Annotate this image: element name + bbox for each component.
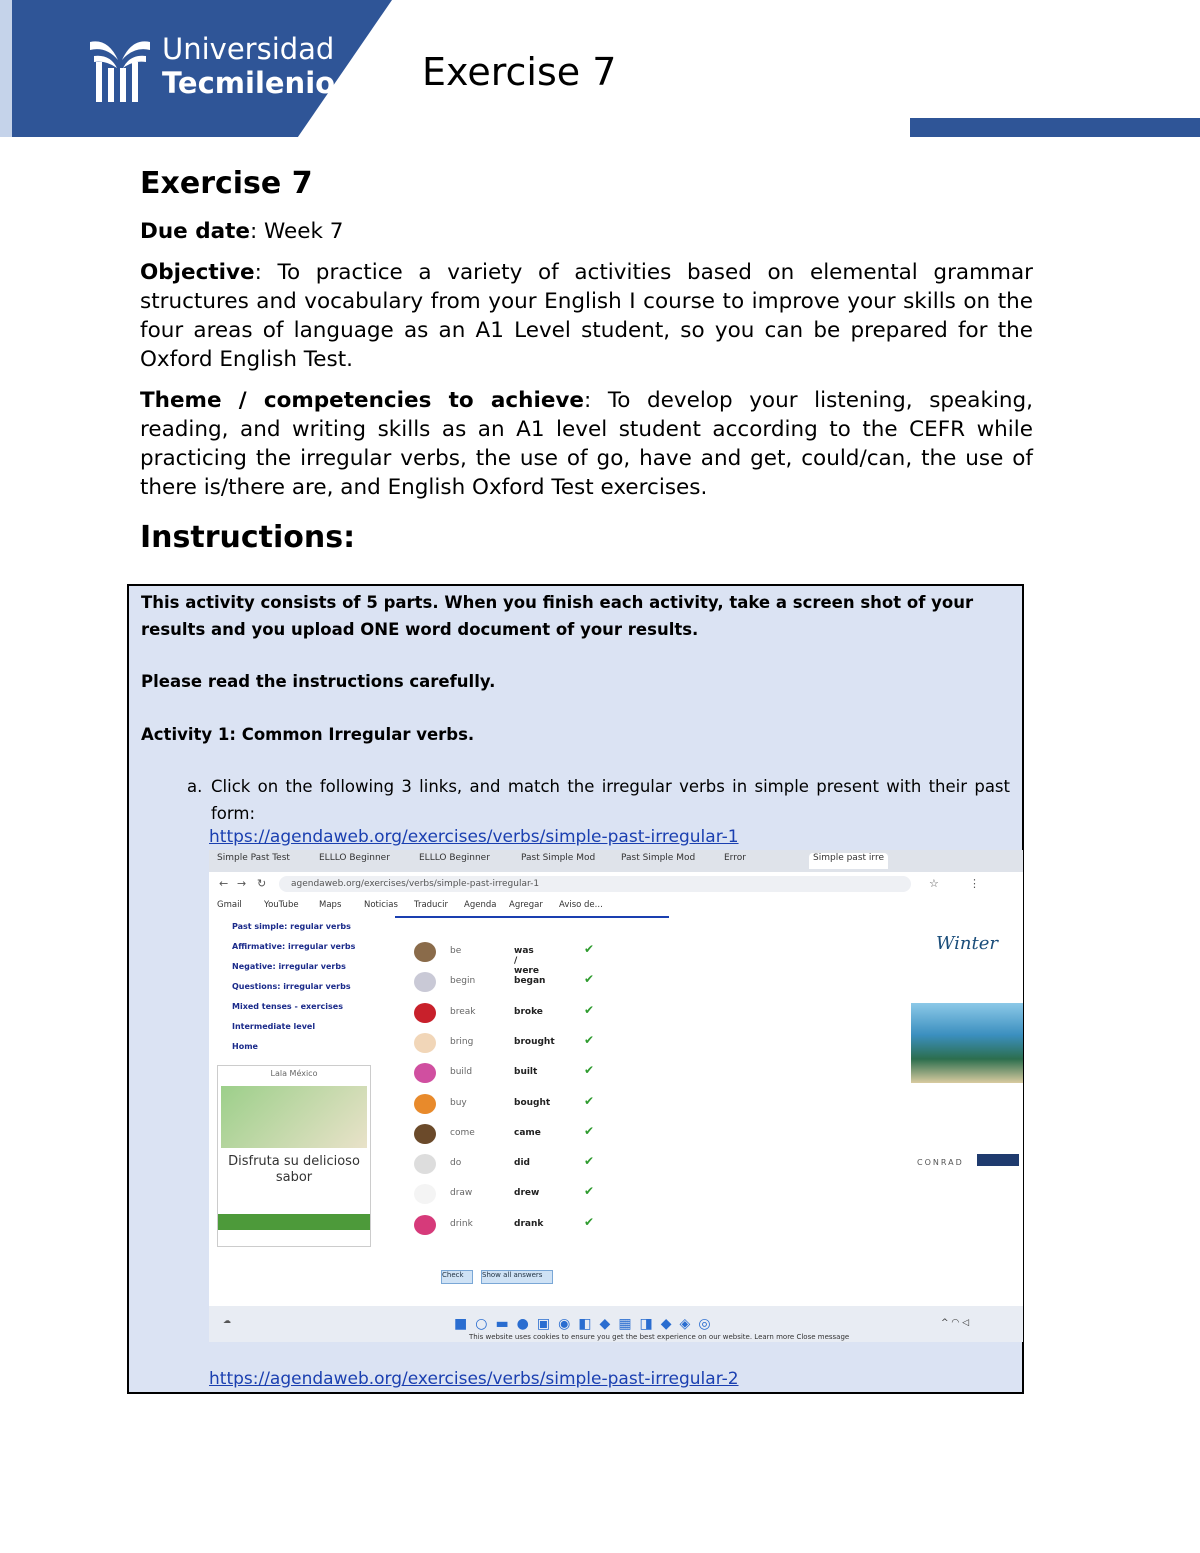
back-icon[interactable]: ← [219, 877, 229, 890]
item-a-text: Click on the following 3 links, and match the irregular verbs in simple present with their past form: [211, 777, 1010, 823]
bookmark[interactable]: Aviso de... [559, 900, 603, 910]
university-logo [88, 30, 348, 110]
sidebar-item[interactable]: Intermediate level [232, 1022, 316, 1031]
check-mark-icon: ✔ [584, 1063, 595, 1078]
verb-picture-icon [414, 1124, 436, 1144]
ad-button[interactable] [218, 1214, 370, 1230]
ad-image [221, 1086, 367, 1148]
browser-tab[interactable]: Past Simple Mod [521, 853, 596, 863]
check-mark-icon: ✔ [584, 942, 595, 956]
objective [140, 258, 1033, 374]
bookmark[interactable]: YouTube [264, 900, 299, 910]
menu-icon[interactable]: ⋮ [969, 877, 980, 890]
browser-tab-active[interactable]: Simple past irre [809, 853, 888, 869]
sidebar-item[interactable]: Home [232, 1042, 258, 1051]
verb-past[interactable]: drew [514, 1188, 540, 1199]
verb-present: be [450, 946, 462, 956]
reload-icon[interactable]: ↻ [257, 877, 267, 890]
check-label: Check [442, 1271, 464, 1279]
ad-text: Disfruta su delicioso sabor [228, 1154, 360, 1185]
header-accent-bar [910, 118, 1200, 137]
verb-past[interactable]: broke [514, 1006, 543, 1017]
verb-picture-icon [414, 1094, 436, 1114]
theme-text: : To develop your listening, speaking, reading, and writing skills as an A1 level student according to the CEFR while practicing the irregular verbs, the use of go, have and get, could/can, the use of there is/there are, and English Oxford Test exercises. [140, 388, 1033, 500]
activity-screenshot [209, 850, 1023, 1342]
check-mark-icon: ✔ [584, 1154, 595, 1169]
logo-line2: Tecmilenio [162, 66, 336, 100]
verb-picture-icon [414, 1184, 436, 1204]
browser-tab[interactable]: Error [724, 853, 746, 863]
verb-picture-icon [414, 1154, 436, 1174]
verb-past[interactable]: bought [514, 1097, 551, 1108]
logo-line1: Universidad [162, 32, 335, 66]
check-mark-icon: ✔ [584, 972, 595, 987]
verb-past[interactable]: built [514, 1067, 538, 1078]
list-marker: a. [187, 777, 203, 796]
check-mark-icon: ✔ [584, 1002, 595, 1017]
taskbar-apps-icon[interactable]: ■○▬●▣◉◧◆▦◨◆◈◎ [454, 1316, 719, 1332]
bookmark[interactable]: Agregar [509, 900, 543, 910]
instructions-text [129, 586, 1022, 827]
verb-picture-icon [414, 972, 436, 992]
ad-right-brand: CONRAD [917, 1158, 964, 1167]
browser-tab[interactable]: ELLLO Beginner [419, 853, 490, 863]
instructions-heading: Instructions: [140, 520, 356, 555]
verb-present: begin [450, 976, 476, 987]
verb-past[interactable]: came [514, 1127, 541, 1138]
check-mark-icon: ✔ [584, 1184, 595, 1199]
exercise-link-1[interactable]: https://agendaweb.org/exercises/verbs/simple-past-irregular-1 [209, 827, 739, 847]
verb-present: build [450, 1067, 473, 1078]
cookie-notice: This website uses cookies to ensure you get the best experience on our website. Learn more Close message [469, 1333, 850, 1341]
main-content [140, 166, 1033, 555]
verb-present: break [450, 1006, 476, 1017]
check-mark-icon: ✔ [584, 1123, 595, 1138]
ad-right-title: Winter [935, 933, 999, 954]
verb-picture-icon [414, 1215, 436, 1235]
verb-present: come [450, 1127, 475, 1138]
bookmark[interactable]: Noticias [364, 900, 398, 910]
page-title: Exercise 7 [140, 166, 313, 201]
theme-label: Theme / competencies to achieve [140, 388, 584, 413]
exercise-link-2[interactable]: https://agendaweb.org/exercises/verbs/simple-past-irregular-2 [209, 1369, 739, 1389]
url-field[interactable]: agendaweb.org/exercises/verbs/simple-past-irregular-1 [279, 876, 911, 892]
content-rule [395, 916, 669, 918]
bookmark[interactable]: Maps [319, 900, 342, 910]
weather-icon[interactable]: ☁ [223, 1316, 231, 1325]
bookmark[interactable]: Agenda [464, 900, 497, 910]
verb-picture-icon [414, 1003, 436, 1023]
header-title: Exercise 7 [422, 50, 617, 94]
list-item-a [141, 774, 1010, 827]
show-answers-button[interactable] [481, 1270, 553, 1284]
verb-present: draw [450, 1188, 473, 1199]
due-value: : Week 7 [249, 219, 344, 244]
ad-brand: Lala México [270, 1069, 318, 1078]
verb-past[interactable]: was / were [514, 946, 539, 976]
check-mark-icon: ✔ [584, 1214, 595, 1229]
verb-present: do [450, 1158, 462, 1169]
verb-present: buy [450, 1097, 467, 1108]
browser-tab[interactable]: ELLLO Beginner [319, 853, 390, 863]
ad-right-photo [911, 1003, 1023, 1083]
check-mark-icon: ✔ [584, 1032, 595, 1047]
verb-picture-icon [414, 942, 436, 962]
ad-right[interactable] [907, 918, 1023, 1218]
verb-past[interactable]: did [514, 1158, 530, 1169]
show-answers-label: Show all answers [482, 1271, 543, 1279]
header-stripe [0, 0, 12, 137]
due-label: Due date [140, 219, 250, 244]
ad-right-button[interactable] [977, 1154, 1019, 1166]
theme [140, 386, 1033, 502]
instructions-box [127, 584, 1024, 1394]
sidebar-item[interactable]: Mixed tenses - exercises [232, 1002, 343, 1011]
forward-icon[interactable]: → [237, 877, 247, 890]
browser-tabbar [209, 850, 1023, 872]
browser-tab[interactable]: Simple Past Test [217, 853, 290, 863]
check-mark-icon: ✔ [584, 1093, 595, 1108]
tecmilenio-logo-icon [88, 34, 152, 106]
verb-picture-icon [414, 1033, 436, 1053]
intro-text: This activity consists of 5 parts. When you finish each activity, take a screen shot of your results and you upload ONE word document of your results. [141, 593, 974, 639]
ad-left[interactable] [217, 1065, 371, 1247]
sidebar-item[interactable]: Questions: irregular verbs [232, 982, 351, 991]
bookmark[interactable]: Traducir [414, 900, 448, 910]
browser-address-bar [209, 872, 1023, 897]
objective-text: : To practice a variety of activities based on elemental grammar structures and vocabulary from your English I course to improve your skills on the four areas of language as an A1 Level student, so you can be prepared for the Oxford English Test. [140, 260, 1033, 372]
objective-label: Objective [140, 260, 255, 285]
verb-present: drink [450, 1218, 473, 1229]
bookmarks-bar [209, 896, 1023, 914]
browser-tab[interactable]: Past Simple Mod [621, 853, 696, 863]
verb-picture-icon [414, 1063, 436, 1083]
sidebar-item[interactable]: Affirmative: irregular verbs [232, 942, 356, 951]
verb-past[interactable]: began [514, 976, 546, 987]
sidebar-item[interactable]: Negative: irregular verbs [232, 962, 346, 971]
activity1-title: Activity 1: Common Irregular verbs. [141, 724, 475, 744]
due-date [140, 217, 1033, 246]
check-button[interactable] [441, 1270, 473, 1284]
star-icon[interactable]: ☆ [929, 877, 939, 890]
bookmark[interactable]: Gmail [217, 900, 242, 910]
system-tray-icon[interactable]: ^ ◠ ◁ [941, 1318, 970, 1328]
verb-present: bring [450, 1036, 474, 1047]
verb-past[interactable]: drank [514, 1218, 544, 1229]
read-note: Please read the instructions carefully. [141, 672, 496, 691]
sidebar-item[interactable]: Past simple: regular verbs [232, 922, 351, 931]
verb-past[interactable]: brought [514, 1036, 555, 1047]
